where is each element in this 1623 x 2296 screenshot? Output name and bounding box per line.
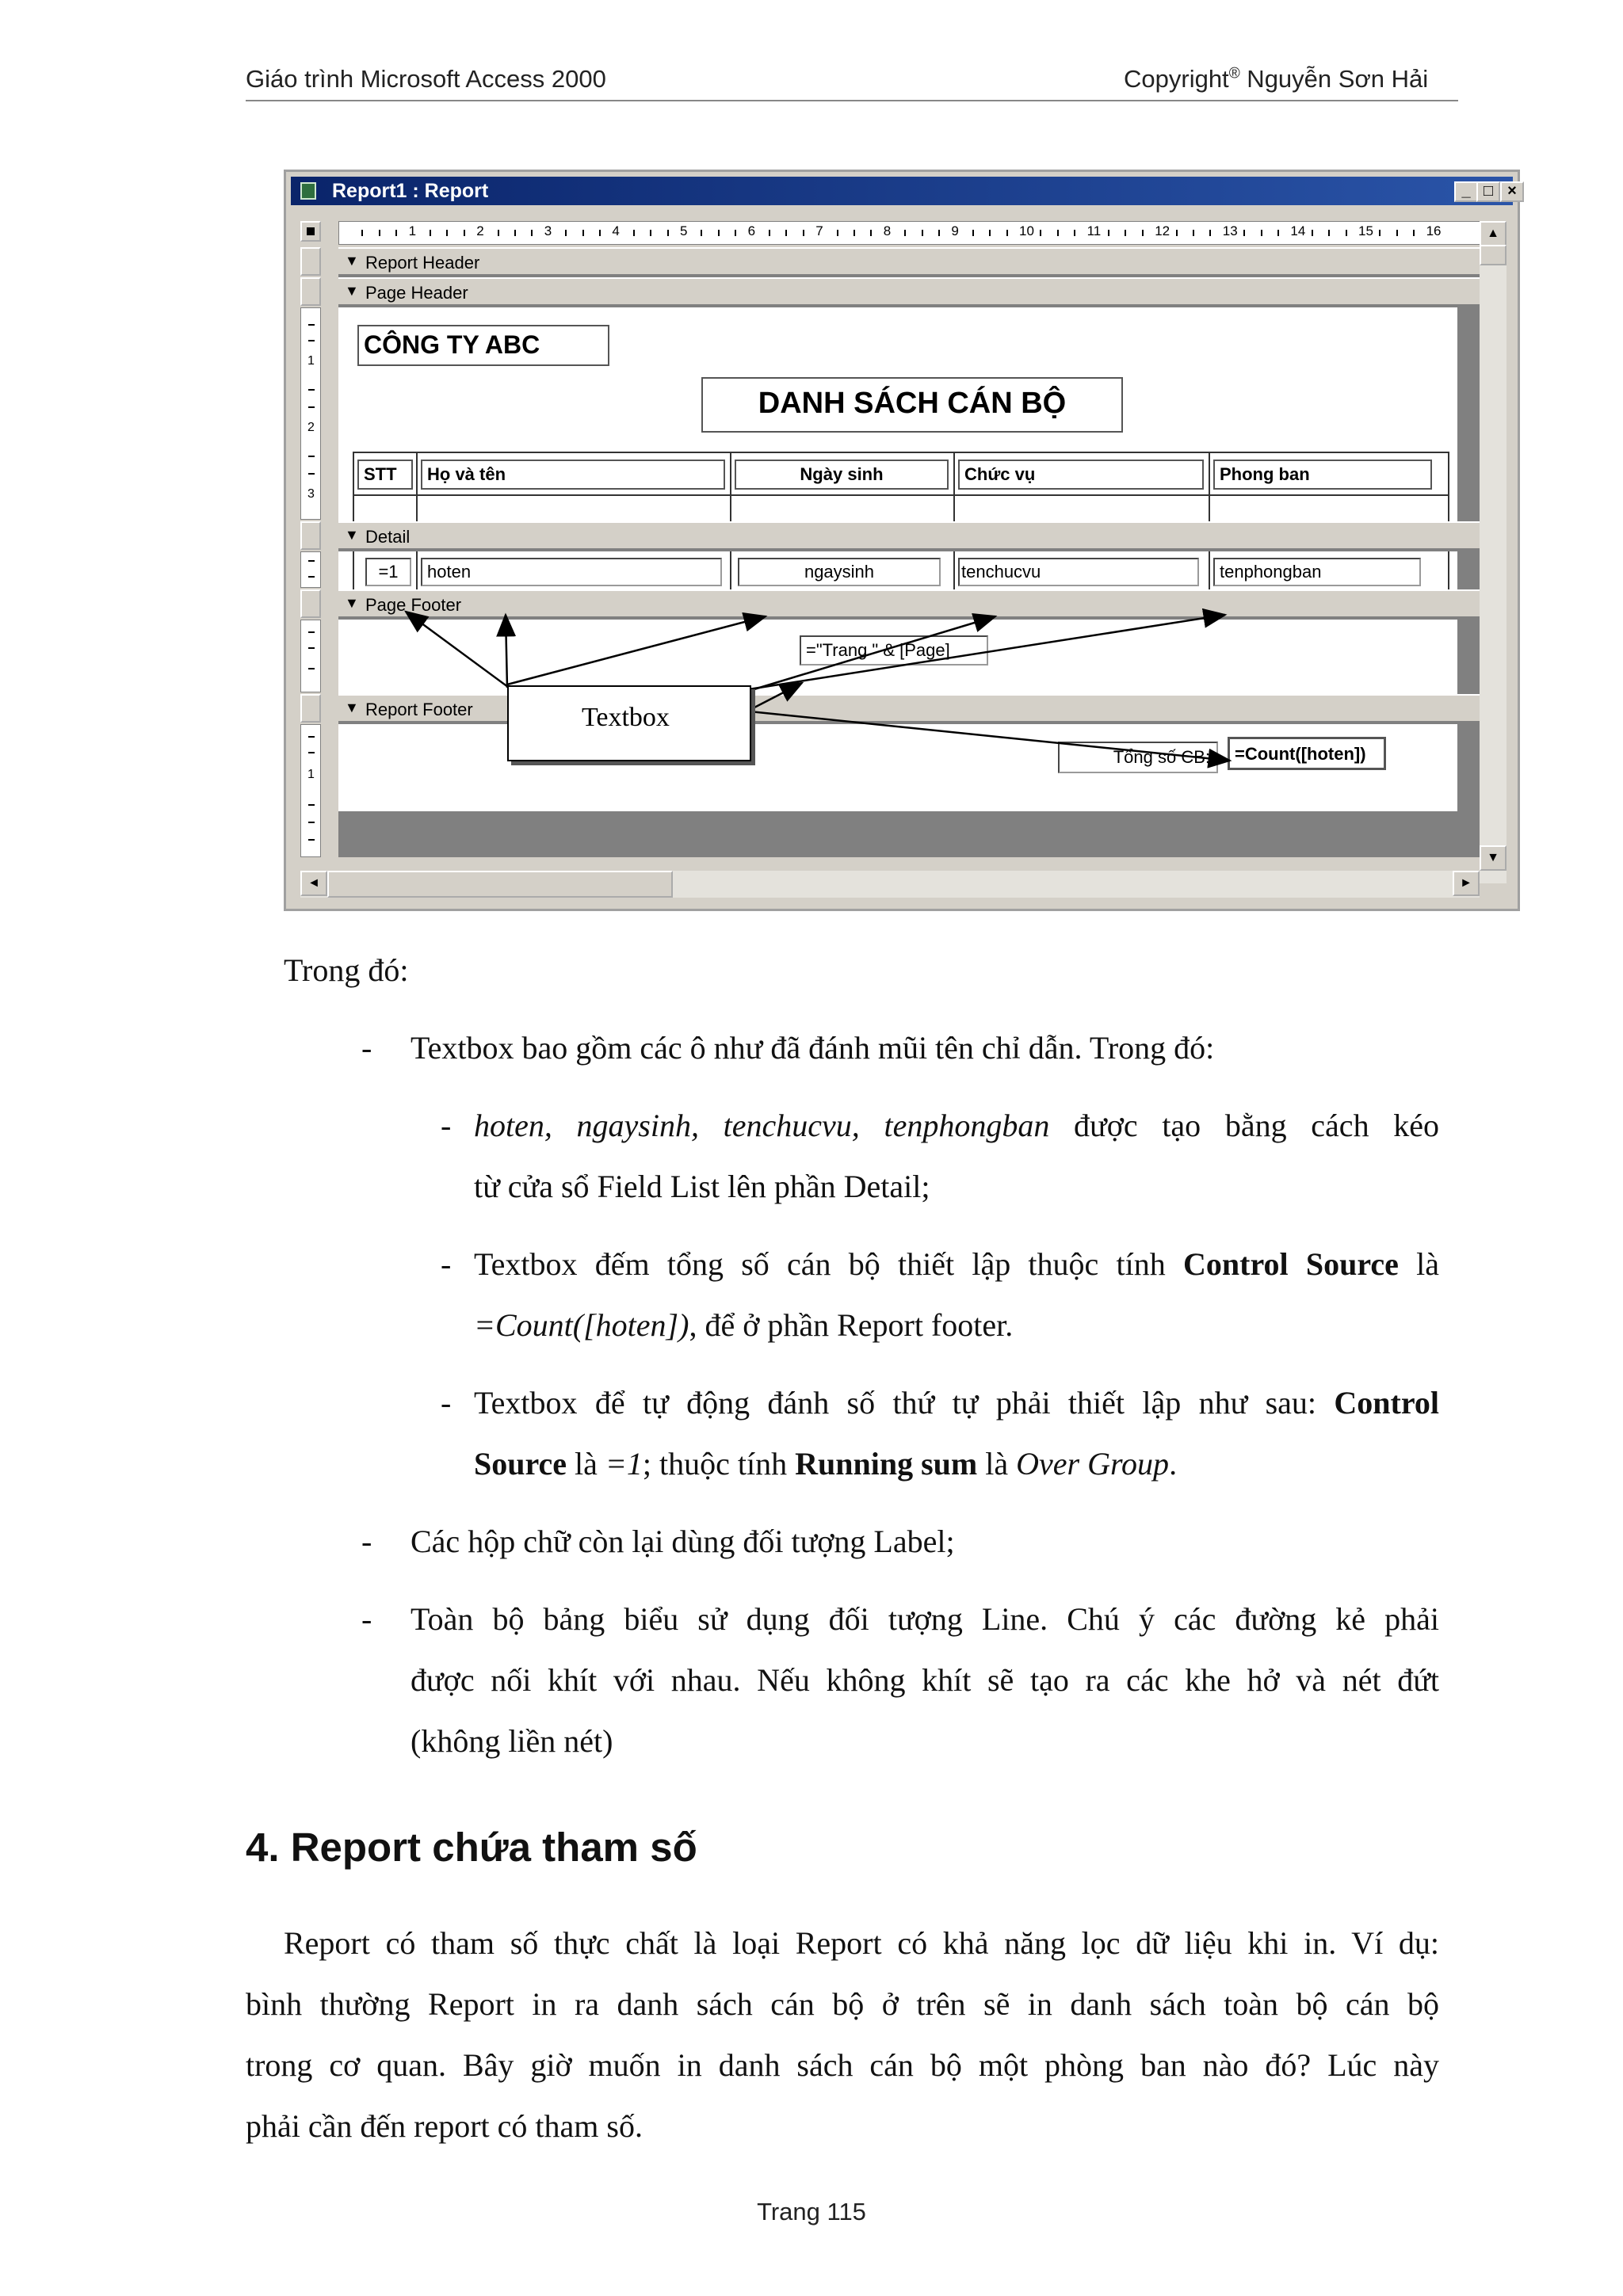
column-label-stt[interactable]: STT (357, 460, 413, 490)
ruler-number: 1 (408, 223, 417, 238)
paragraph-line3: trong cơ quan. Bây giờ muốn in danh sách cán bộ một phòng ban nào đó? Lúc này (246, 2047, 1439, 2083)
intro-text: Trong đó: (284, 952, 409, 988)
ruler-tick (803, 230, 804, 236)
bullet-dash: - (441, 1385, 452, 1421)
detail-section (338, 551, 1457, 589)
ruler-tick (430, 230, 431, 236)
header-course-title: Giáo trình Microsoft Access 2000 (246, 65, 606, 93)
ruler-tick (379, 230, 380, 236)
ruler-number: 16 (1426, 223, 1442, 238)
horizontal-scrollbar[interactable] (300, 871, 1480, 898)
window-title: Report1 : Report (332, 180, 489, 202)
report-footer-section (338, 724, 1457, 811)
ruler-number: 10 (1019, 223, 1034, 238)
band-page-header[interactable]: ▼ Page Header (338, 277, 1480, 306)
paragraph-line1: Report có tham số thực chất là loại Report có khả năng lọc dữ liệu khi in. Ví dụ: (284, 1925, 1439, 1961)
textbox-ngaysinh[interactable]: ngaysinh (738, 558, 941, 586)
ruler-tick (938, 230, 940, 236)
ruler-tick (904, 230, 906, 236)
ruler-number: 8 (883, 223, 892, 238)
paragraph-line4: phải cần đến report có tham số. (246, 2108, 643, 2144)
bullet-dash: - (441, 1108, 452, 1143)
scroll-up-button[interactable]: ▲ (1480, 221, 1507, 246)
ruler-tick (361, 230, 363, 236)
ruler-tick (633, 230, 635, 236)
detail-ruler (300, 551, 321, 588)
minimize-button[interactable]: _ (1454, 181, 1478, 202)
detail-selector[interactable] (300, 521, 321, 550)
horizontal-ruler[interactable] (338, 221, 1481, 245)
ruler-tick (1261, 230, 1262, 236)
band-arrow-icon: ▼ (345, 253, 359, 269)
ruler-number: 12 (1155, 223, 1170, 238)
table-line (730, 452, 731, 521)
vertical-scrollbar[interactable] (1480, 221, 1507, 883)
band-page-footer[interactable]: ▼ Page Footer (338, 589, 1480, 618)
ruler-tick (514, 230, 516, 236)
ruler-tick (1277, 230, 1279, 236)
textbox-tenphongban[interactable]: tenphongban (1213, 558, 1421, 586)
ruler-number: 2 (476, 223, 484, 238)
ruler-tick (1346, 230, 1347, 236)
textbox-hoten[interactable]: hoten (421, 558, 722, 586)
label-total-staff[interactable]: Tổng số CB: (1058, 742, 1218, 773)
sub-bullet-count-line2: =Count([hoten]), để ở phần Report footer. (474, 1307, 1014, 1343)
ruler-tick (1379, 230, 1381, 236)
report-design-surface (338, 247, 1480, 857)
ruler-tick (1193, 230, 1194, 236)
bullet-dash: - (361, 1030, 372, 1066)
table-line (1209, 452, 1210, 521)
scroll-thumb[interactable] (1480, 245, 1507, 265)
band-report-header[interactable]: ▼ Report Header (338, 247, 1480, 276)
section-heading: 4. Report chứa tham số (246, 1825, 697, 1870)
page-footer-ruler (300, 620, 321, 692)
table-top-line (353, 452, 1449, 453)
bullet-lines-line1: Toàn bộ bảng biểu sử dụng đối tượng Line. Chú ý các đường kẻ phải (411, 1601, 1439, 1637)
ruler-tick (667, 230, 669, 236)
ruler-mark-3: 3 (307, 487, 315, 501)
textbox-count-total[interactable]: =Count([hoten]) (1228, 737, 1386, 770)
ruler-tick (1040, 230, 1041, 236)
textbox-page-number[interactable]: ="Trang " & [Page] (800, 635, 988, 666)
textbox-callout: Textbox (507, 685, 751, 761)
band-arrow-icon: ▼ (345, 527, 359, 543)
report-design-window (284, 170, 1520, 911)
band-arrow-icon: ▼ (345, 700, 359, 715)
window-title-bar[interactable] (291, 177, 1517, 205)
ruler-number: 14 (1290, 223, 1306, 238)
sub-bullet-autonumber-line1: Textbox để tự động đánh số thứ tự phải thiết lập như sau: Control (474, 1385, 1439, 1421)
header-rule (246, 100, 1458, 101)
page-header-ruler (300, 307, 321, 520)
table-line (353, 452, 354, 521)
ruler-tick (769, 230, 770, 236)
page-number-footer: Trang 115 (757, 2198, 866, 2225)
ruler-tick (1006, 230, 1008, 236)
column-label-hoten[interactable]: Họ và tên (421, 460, 725, 490)
ruler-number: 5 (680, 223, 688, 238)
ruler-tick (989, 230, 991, 236)
ruler-tick (531, 230, 533, 236)
scroll-right-button[interactable]: ► (1453, 871, 1480, 896)
page-footer-selector[interactable] (300, 589, 321, 618)
bullet-dash: - (361, 1601, 372, 1637)
bullet-dash: - (441, 1246, 452, 1282)
textbox-tenchucvu[interactable]: tenchucvu (958, 558, 1199, 586)
ruler-tick (1057, 230, 1059, 236)
ruler-tick (837, 230, 838, 236)
band-arrow-icon: ▼ (345, 283, 359, 299)
copyright-word: Copyright (1124, 65, 1229, 93)
ruler-tick (1108, 230, 1109, 236)
textbox-stt[interactable]: =1 (365, 558, 411, 586)
header-copyright (1124, 65, 1428, 93)
ruler-tick (565, 230, 567, 236)
report-selector-button[interactable] (300, 221, 321, 242)
report-footer-ruler (300, 724, 321, 857)
band-detail[interactable]: ▼ Detail (338, 521, 1480, 550)
ruler-mark-2: 2 (307, 421, 315, 434)
ruler-tick (972, 230, 974, 236)
ruler-number: 7 (815, 223, 823, 238)
ruler-tick (1243, 230, 1245, 236)
ruler-number: 4 (612, 223, 620, 238)
ruler-tick (446, 230, 448, 236)
table-line (1448, 452, 1449, 521)
ruler-number: 6 (747, 223, 756, 238)
report-header-selector[interactable] (300, 247, 321, 276)
company-label[interactable]: CÔNG TY ABC (357, 325, 609, 366)
copyright-author: Nguyễn Sơn Hải (1239, 65, 1429, 93)
page-header-section (338, 307, 1457, 521)
table-line (416, 452, 418, 521)
column-label-chucvu[interactable]: Chức vụ (958, 460, 1204, 490)
registered-mark: ® (1228, 65, 1240, 82)
bullet-labels: Các hộp chữ còn lại dùng đối tượng Label; (411, 1524, 955, 1559)
ruler-number: 13 (1222, 223, 1238, 238)
page-footer-section (338, 620, 1457, 694)
table-line (953, 452, 955, 521)
ruler-number: 3 (544, 223, 552, 238)
ruler-tick (599, 230, 601, 236)
column-label-phongban[interactable]: Phong ban (1213, 460, 1432, 490)
ruler-tick (854, 230, 855, 236)
ruler-tick (1125, 230, 1126, 236)
sub-bullet-fields-line2: từ cửa sổ Field List lên phần Detail; (474, 1169, 930, 1204)
ruler-tick (870, 230, 872, 236)
ruler-tick (1176, 230, 1178, 236)
ruler-mark-1b: 1 (307, 768, 315, 781)
ruler-tick (650, 230, 651, 236)
ruler-tick (1328, 230, 1330, 236)
ruler-tick (1209, 230, 1211, 236)
ruler-tick (718, 230, 720, 236)
ruler-tick (464, 230, 465, 236)
sub-bullet-count-line1: Textbox đếm tổng số cán bộ thiết lập thuộc tính Control Source là (474, 1246, 1439, 1282)
ruler-tick (922, 230, 923, 236)
bullet-dash: - (361, 1524, 372, 1559)
ruler-tick (701, 230, 702, 236)
ruler-number: 11 (1086, 223, 1102, 238)
maximize-button[interactable]: □ (1476, 181, 1500, 202)
ruler-tick (1142, 230, 1144, 236)
sub-bullet-autonumber-line2: Source là =1; thuộc tính Running sum là Over Group. (474, 1446, 1178, 1482)
bullet-lines-line2: được nối khít với nhau. Nếu không khít sẽ tạo ra các khe hở và nét đứt (411, 1662, 1439, 1698)
paragraph-line2: bình thường Report in ra danh sách cán bộ ở trên sẽ in danh sách toàn bộ cán bộ (246, 1986, 1439, 2022)
band-report-footer[interactable]: ▼ Report Footer (338, 694, 1480, 723)
scroll-down-button[interactable]: ▼ (1480, 845, 1507, 871)
bullet-lines-line3: (không liền nét) (411, 1723, 613, 1759)
ruler-number: 15 (1358, 223, 1373, 238)
page-header-selector[interactable] (300, 277, 321, 306)
ruler-number: 9 (951, 223, 959, 238)
table-header-bottom-line (353, 494, 1449, 496)
report-footer-selector[interactable] (300, 694, 321, 723)
sub-bullet-fields-line1: hoten, ngaysinh, tenchucvu, tenphongban được tạo bằng cách kéo (474, 1108, 1439, 1143)
column-label-ngaysinh[interactable]: Ngày sinh (735, 460, 949, 490)
ruler-tick (395, 230, 397, 236)
report-app-icon (300, 182, 316, 200)
ruler-tick (582, 230, 584, 236)
scroll-left-button[interactable]: ◄ (300, 871, 327, 896)
bullet-textbox: Textbox bao gồm các ô như đã đánh mũi tên chỉ dẫn. Trong đó: (411, 1030, 1215, 1066)
ruler-tick (1074, 230, 1075, 236)
band-arrow-icon: ▼ (345, 595, 359, 611)
ruler-tick (735, 230, 736, 236)
ruler-tick (1312, 230, 1313, 236)
close-button[interactable]: × (1500, 181, 1524, 202)
ruler-tick (785, 230, 787, 236)
vertical-ruler (300, 247, 321, 857)
ruler-tick (1396, 230, 1398, 236)
report-title-label[interactable]: DANH SÁCH CÁN BỘ (701, 377, 1123, 433)
ruler-tick (1413, 230, 1415, 236)
ruler-tick (498, 230, 499, 236)
horizontal-scroll-thumb[interactable] (327, 871, 673, 898)
ruler-mark-1: 1 (307, 354, 315, 368)
